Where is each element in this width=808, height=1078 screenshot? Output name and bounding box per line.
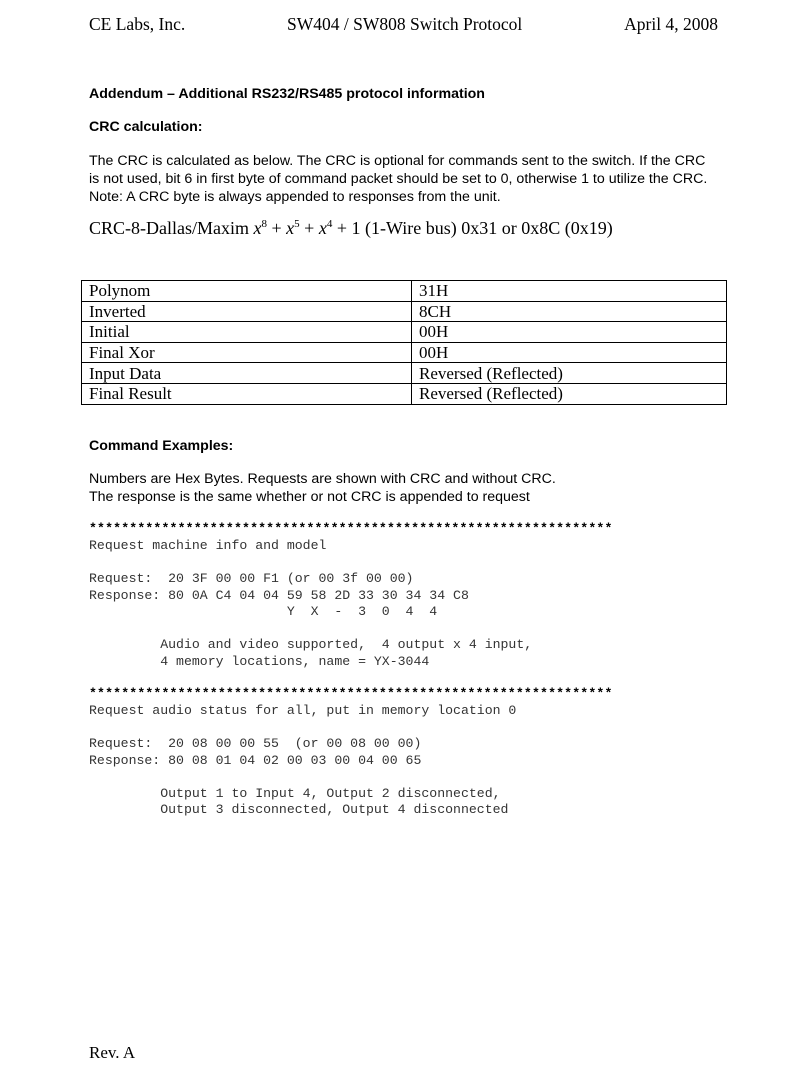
example2-description-2: Output 3 disconnected, Output 4 disconnected [89, 802, 509, 817]
table-row [82, 322, 727, 343]
table-row [82, 342, 727, 363]
crc-heading: CRC calculation: [89, 119, 203, 135]
example2-description-1: Output 1 to Input 4, Output 2 disconnected, [89, 786, 501, 801]
param-name: Initial [82, 322, 412, 343]
param-value: 8CH [412, 301, 727, 322]
param-name: Final Xor [82, 342, 412, 363]
crc-formula [89, 218, 613, 239]
param-name: Polynom [82, 281, 412, 302]
example2-response: Response: 80 08 01 04 02 00 03 00 04 00 65 [89, 753, 422, 768]
example1-decode: Y X - 3 0 4 4 [89, 604, 438, 619]
crc-exp3: 4 [326, 218, 333, 230]
examples-note-1: Numbers are Hex Bytes. Requests are shown with CRC and without CRC. [89, 471, 556, 487]
header-title: SW404 / SW808 Switch Protocol [287, 14, 523, 34]
examples-note-2: The response is the same whether or not CRC is appended to request [89, 489, 530, 505]
crc-plus2: + [299, 218, 319, 238]
addendum-title: Addendum – Additional RS232/RS485 protocol information [89, 86, 485, 102]
param-name: Final Result [82, 383, 412, 404]
crc-x2: x [286, 218, 295, 238]
header-date: April 4, 2008 [624, 14, 718, 34]
crc-exp2: 5 [294, 218, 300, 230]
example2-request: Request: 20 08 00 00 55 (or 00 08 00 00) [89, 736, 422, 751]
example1-title: Request machine info and model [89, 538, 327, 553]
crc-x3: x [318, 218, 327, 238]
table-row [82, 281, 727, 302]
param-name: Inverted [82, 301, 412, 322]
crc-plus1: + [267, 218, 287, 238]
param-value: 31H [412, 281, 727, 302]
example1-description-1: Audio and video supported, 4 output x 4 input, [89, 637, 533, 652]
example1-description-2: 4 memory locations, name = YX-3044 [89, 654, 430, 669]
separator-line: ***************************************************************** [89, 521, 613, 536]
example2-title: Request audio status for all, put in memory location 0 [89, 703, 517, 718]
crc-exp1: 8 [261, 218, 267, 230]
page-footer: Rev. A [89, 1043, 136, 1062]
crc-paragraph: The CRC is calculated as below. The CRC is optional for commands sent to the switch. If the CRC is not used, bit 6 in first byte of command packet should be set to 0, otherwise 1 to utilize the CRC. Note: A CRC byte is always appended to responses from the unit. [89, 153, 708, 205]
param-value: Reversed (Reflected) [412, 363, 727, 384]
crc-parameters-table [81, 280, 727, 405]
crc-x1: x [253, 218, 262, 238]
param-name: Input Data [82, 363, 412, 384]
param-value: 00H [412, 322, 727, 343]
examples-heading: Command Examples: [89, 438, 234, 454]
param-value: Reversed (Reflected) [412, 383, 727, 404]
table-row [82, 301, 727, 322]
crc-formula-suffix: + 1 (1-Wire bus) 0x31 or 0x8C (0x19) [332, 218, 613, 238]
example1-request: Request: 20 3F 00 00 F1 (or 00 3f 00 00) [89, 571, 414, 586]
separator-line: ***************************************************************** [89, 686, 613, 701]
example1-response: Response: 80 0A C4 04 04 59 58 2D 33 30 34 34 C8 [89, 588, 469, 603]
crc-formula-prefix: CRC-8-Dallas/Maxim [89, 218, 254, 238]
header-company: CE Labs, Inc. [89, 14, 186, 34]
table-row [82, 363, 727, 384]
page-header [89, 14, 718, 38]
param-value: 00H [412, 342, 727, 363]
table-row [82, 383, 727, 404]
